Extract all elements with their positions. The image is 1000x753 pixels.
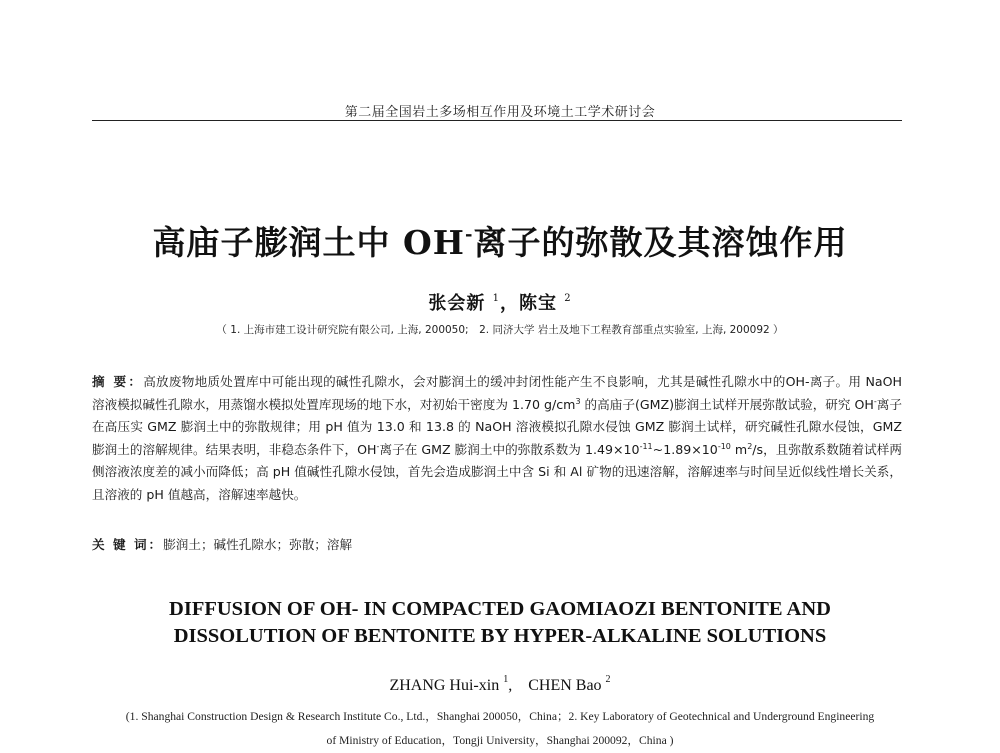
author2-en-mark: 2: [605, 674, 611, 685]
affiliations-en-line2: of Ministry of Education，Tongji University，Shanghai 200092，China ): [326, 734, 674, 747]
keywords-zh: [92, 534, 902, 553]
title-zh-part1: 高庙子膨润土中 OH: [152, 223, 465, 262]
abstract-sup-2: -: [873, 396, 877, 406]
abstract-text-3: 离子在高压实 GMZ 膨润土中的弥散规律；用 pH 值为 13.0 和 13.8 的 NaOH 溶液模拟孔隙水侵蚀 GMZ 膨润土试样，研究碱性孔隙水侵蚀，GMZ 膨润土的溶解规律。结果表明，非稳态条件下，OH: [92, 396, 903, 457]
author2-zh-mark: 2: [564, 293, 572, 304]
abstract-text-5: ~1.89×10: [652, 441, 718, 457]
author2-en: CHEN Bao: [528, 677, 602, 694]
title-en-line1: DIFFUSION OF OH- IN COMPACTED GAOMIAOZI BENTONITE AND: [169, 598, 831, 620]
abstract-label: 摘 要：: [92, 374, 144, 389]
author-separator-en: ,: [508, 677, 529, 694]
conference-header: 第二届全国岩土多场相互作用及环境土工学术研讨会: [344, 105, 656, 120]
title-en-line2: DISSOLUTION OF BENTONITE BY HYPER-ALKALINE SOLUTIONS: [173, 625, 827, 647]
abstract-zh: [92, 371, 902, 507]
affiliations-zh: （ 1. 上海市建工设计研究院有限公司, 上海, 200050; 2. 同济大学 岩土及地下工程教育部重点实验室, 上海, 200092 ）: [216, 324, 784, 336]
header-rule: [92, 120, 902, 121]
abstract-sup-5: -10: [717, 441, 731, 451]
author1-en: ZHANG Hui-xin: [389, 677, 500, 694]
affiliations-en: [0, 705, 1000, 753]
abstract-text-6: m: [730, 441, 748, 457]
author1-en-mark: 1: [503, 674, 509, 685]
paper-title-zh: [0, 217, 1000, 264]
abstract-sup-6: 2: [747, 441, 753, 451]
abstract-sup-4: -11: [639, 441, 653, 451]
abstract-sup-3: -: [376, 441, 380, 451]
abstract-sup-1: 3: [575, 396, 581, 406]
abstract-text-4: 离子在 GMZ 膨润土中的弥散系数为 1.49×10: [379, 441, 640, 457]
title-zh-superscript: -: [464, 224, 474, 245]
abstract-text-7: /s，且弥散系数随着试样两侧溶液浓度差的减小而降低；高 pH 值碱性孔隙水侵蚀，首先会造成膨润土中含 Si 和 Al 矿物的迅速溶解，溶解速率与时间呈近似线性增长关系，且溶液的 pH 值越高，溶解速率越快。: [92, 441, 902, 502]
author1-zh-mark: 1: [492, 293, 500, 304]
affiliations-en-line1: (1. Shanghai Construction Design & Research Institute Co., Ltd.，Shanghai 200050，China；2. Key Laboratory of Geotechnical and Underground Engineering: [125, 710, 875, 723]
abstract-text-2: 的高庙子(GMZ)膨润土试样开展弥散试验，研究 OH: [580, 396, 874, 412]
keywords-text: 膨润土；碱性孔隙水；弥散；溶解: [163, 537, 353, 552]
authors-en: [0, 672, 1000, 695]
authors-zh: [0, 289, 1000, 315]
author2-zh: 陈宝: [519, 293, 557, 314]
author1-zh: 张会新: [428, 293, 486, 314]
paper-title-en: [0, 596, 1000, 650]
keywords-label: 关 键 词：: [92, 537, 164, 552]
title-zh-part2: 离子的弥散及其溶蚀作用: [473, 223, 848, 262]
abstract-text-1: 高放废物地质处置库中可能出现的碱性孔隙水，会对膨润土的缓冲封闭性能产生不良影响，尤其是碱性孔隙水中的OH-离子。用 NaOH 溶液模拟碱性孔隙水，用蒸馏水模拟处置库现场的地下水，对初始干密度为 1.70 g/cm: [92, 374, 902, 412]
author-separator-zh: ，: [500, 293, 519, 314]
